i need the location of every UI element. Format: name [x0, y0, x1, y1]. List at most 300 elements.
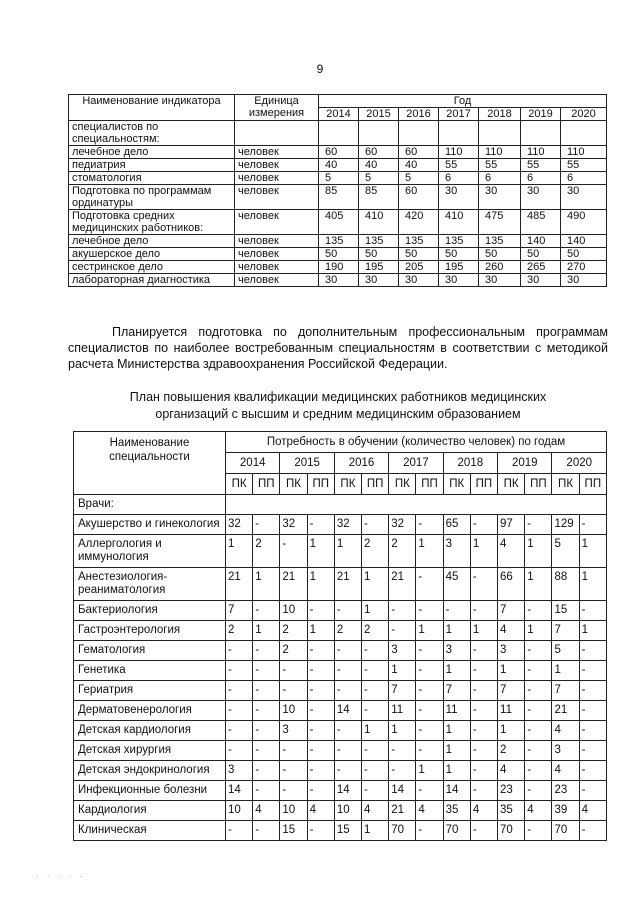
count-cell: 129	[552, 515, 579, 535]
count-cell: 2	[280, 641, 307, 661]
count-cell: 4	[525, 801, 552, 821]
unit-cell: человек	[235, 261, 319, 274]
indicator-header: Наименование индикатора	[69, 95, 235, 121]
pk-header: ПК	[334, 474, 361, 495]
value-cell: 265	[521, 261, 561, 274]
count-cell: -	[525, 601, 552, 621]
count-cell: 3	[552, 741, 579, 761]
count-cell: -	[280, 661, 307, 681]
count-cell: 5	[552, 641, 579, 661]
count-cell: 11	[389, 701, 416, 721]
count-cell: -	[253, 601, 280, 621]
count-cell: 1	[307, 621, 334, 641]
table-row	[74, 821, 607, 841]
count-cell: 3	[443, 641, 470, 661]
count-cell: 1	[579, 621, 606, 641]
year-header-cell: 2014	[226, 453, 280, 474]
count-cell: -	[307, 761, 334, 781]
count-cell: -	[579, 761, 606, 781]
count-cell: 70	[443, 821, 470, 841]
count-cell: -	[334, 761, 361, 781]
count-cell: -	[307, 741, 334, 761]
count-cell: 3	[389, 641, 416, 661]
count-cell: 15	[280, 821, 307, 841]
year-header-cell: 2019	[498, 453, 552, 474]
count-cell: 1	[226, 535, 253, 568]
count-cell: 88	[552, 568, 579, 601]
specialty-name: Клиническая	[74, 821, 226, 841]
value-cell: 30	[479, 274, 521, 287]
count-cell: 4	[416, 801, 443, 821]
scan-artifact: · · · · ·	[36, 872, 86, 881]
count-cell: -	[280, 781, 307, 801]
count-cell: -	[389, 601, 416, 621]
indicator-name: лабораторная диагностика	[69, 274, 235, 287]
count-cell: 3	[443, 535, 470, 568]
count-cell: 10	[280, 801, 307, 821]
count-cell: 1	[362, 568, 389, 601]
unit-cell: человек	[235, 146, 319, 159]
unit-cell	[235, 121, 319, 146]
count-cell: -	[579, 601, 606, 621]
training-plan-table	[73, 431, 607, 841]
count-cell: -	[362, 701, 389, 721]
count-cell: -	[226, 821, 253, 841]
table-row	[74, 661, 607, 681]
count-cell: 1	[389, 721, 416, 741]
count-cell: -	[334, 661, 361, 681]
count-cell: 15	[552, 601, 579, 621]
value-cell: 6	[521, 172, 561, 185]
value-cell: 5	[399, 172, 439, 185]
count-cell: 35	[443, 801, 470, 821]
count-cell: 1	[253, 568, 280, 601]
count-cell: 1	[362, 821, 389, 841]
value-cell: 490	[561, 210, 607, 235]
indicator-name: сестринское дело	[69, 261, 235, 274]
table-row	[74, 781, 607, 801]
count-cell: -	[470, 601, 497, 621]
count-cell: 23	[552, 781, 579, 801]
value-cell: 30	[439, 185, 479, 210]
count-cell: -	[416, 721, 443, 741]
count-cell: 1	[470, 535, 497, 568]
count-cell: 2	[498, 741, 525, 761]
count-cell: 1	[552, 661, 579, 681]
count-cell: 32	[226, 515, 253, 535]
count-cell: -	[334, 721, 361, 741]
specialty-name: Генетика	[74, 661, 226, 681]
value-cell: 5	[359, 172, 399, 185]
count-cell: 7	[552, 681, 579, 701]
unit-cell: человек	[235, 235, 319, 248]
count-cell: 14	[389, 781, 416, 801]
count-cell: -	[416, 661, 443, 681]
value-cell: 30	[399, 274, 439, 287]
count-cell: 65	[443, 515, 470, 535]
value-cell: 50	[399, 248, 439, 261]
count-cell: 1	[498, 661, 525, 681]
plan-title-line1: План повышения квалификации медицинских работников медицинских	[129, 390, 547, 404]
value-cell: 135	[319, 235, 359, 248]
count-cell: 1	[498, 721, 525, 741]
count-cell: 35	[498, 801, 525, 821]
count-cell: -	[362, 641, 389, 661]
count-cell: 1	[389, 661, 416, 681]
pk-header: ПК	[389, 474, 416, 495]
count-cell: 66	[498, 568, 525, 601]
count-cell: 45	[443, 568, 470, 601]
count-cell: 70	[552, 821, 579, 841]
count-cell: -	[253, 781, 280, 801]
year-header-cell: 2015	[359, 108, 399, 121]
year-header-cell: 2020	[561, 108, 607, 121]
value-cell: 60	[399, 185, 439, 210]
specialty-name: Аллергология и иммунология	[74, 535, 226, 568]
value-cell: 6	[561, 172, 607, 185]
pk-header: ПК	[498, 474, 525, 495]
specialty-name: Гематология	[74, 641, 226, 661]
count-cell: 11	[443, 701, 470, 721]
table-row	[69, 261, 607, 274]
count-cell: 14	[334, 701, 361, 721]
value-cell: 475	[479, 210, 521, 235]
value-cell: 140	[561, 235, 607, 248]
count-cell: 1	[307, 535, 334, 568]
value-cell	[479, 121, 521, 146]
count-cell: -	[470, 661, 497, 681]
table-row	[69, 274, 607, 287]
count-cell: -	[579, 681, 606, 701]
count-cell: -	[416, 601, 443, 621]
count-cell: 10	[280, 601, 307, 621]
count-cell: 2	[253, 535, 280, 568]
count-cell: -	[416, 681, 443, 701]
count-cell: 1	[334, 535, 361, 568]
specialty-name: Детская хирургия	[74, 741, 226, 761]
table-row	[74, 535, 607, 568]
count-cell: 4	[552, 761, 579, 781]
count-cell: -	[280, 761, 307, 781]
count-cell: -	[253, 641, 280, 661]
value-cell: 420	[399, 210, 439, 235]
count-cell: -	[389, 761, 416, 781]
count-cell: -	[579, 721, 606, 741]
indicator-name: лечебное дело	[69, 235, 235, 248]
count-cell: 2	[362, 621, 389, 641]
count-cell: -	[253, 761, 280, 781]
specialty-name: Акушерство и гинекология	[74, 515, 226, 535]
unit-cell: человек	[235, 185, 319, 210]
value-cell: 110	[439, 146, 479, 159]
count-cell: -	[579, 661, 606, 681]
count-cell: -	[226, 701, 253, 721]
value-cell: 85	[319, 185, 359, 210]
value-cell: 50	[359, 248, 399, 261]
count-cell: 2	[280, 621, 307, 641]
count-cell: -	[416, 701, 443, 721]
table-row	[69, 146, 607, 159]
count-cell: -	[307, 641, 334, 661]
count-cell: -	[579, 741, 606, 761]
count-cell: 7	[443, 681, 470, 701]
value-cell: 135	[439, 235, 479, 248]
count-cell: 97	[498, 515, 525, 535]
value-cell: 110	[479, 146, 521, 159]
count-cell: -	[362, 681, 389, 701]
count-cell: 15	[334, 821, 361, 841]
indicator-name: акушерское дело	[69, 248, 235, 261]
count-cell: 7	[498, 601, 525, 621]
pk-header: ПК	[443, 474, 470, 495]
count-cell: -	[226, 661, 253, 681]
pp-header: ПП	[253, 474, 280, 495]
indicator-name: стоматология	[69, 172, 235, 185]
count-cell: -	[334, 601, 361, 621]
count-cell: 70	[389, 821, 416, 841]
value-cell: 60	[359, 146, 399, 159]
year-header-cell: 2014	[319, 108, 359, 121]
specialty-name: Детская кардиология	[74, 721, 226, 741]
count-cell: 11	[498, 701, 525, 721]
count-cell: -	[362, 741, 389, 761]
count-cell: -	[470, 821, 497, 841]
count-cell: 1	[579, 568, 606, 601]
count-cell: 32	[334, 515, 361, 535]
pp-header: ПП	[416, 474, 443, 495]
count-cell: 3	[498, 641, 525, 661]
count-cell: 2	[334, 621, 361, 641]
specialty-name: Бактериология	[74, 601, 226, 621]
count-cell: 21	[389, 801, 416, 821]
count-cell: -	[307, 701, 334, 721]
count-cell: 10	[334, 801, 361, 821]
count-cell: 1	[525, 568, 552, 601]
value-cell: 30	[561, 185, 607, 210]
value-cell: 30	[561, 274, 607, 287]
pk-header: ПК	[280, 474, 307, 495]
count-cell: -	[280, 535, 307, 568]
specialty-name: Анестезиология-реаниматология	[74, 568, 226, 601]
count-cell: -	[280, 681, 307, 701]
count-cell: 10	[226, 801, 253, 821]
value-cell: 30	[521, 274, 561, 287]
count-cell: -	[525, 701, 552, 721]
need-header: Потребность в обучении (количество человек) по годам	[226, 432, 607, 453]
table-row	[74, 568, 607, 601]
unit-cell: человек	[235, 248, 319, 261]
value-cell: 30	[319, 274, 359, 287]
count-cell: -	[307, 601, 334, 621]
count-cell: -	[253, 515, 280, 535]
table-row	[69, 210, 607, 235]
table-row	[69, 235, 607, 248]
count-cell: -	[470, 681, 497, 701]
count-cell: -	[253, 741, 280, 761]
value-cell: 135	[359, 235, 399, 248]
table-row	[69, 159, 607, 172]
table-row	[69, 121, 607, 146]
indicator-name: Подготовка по программам ординатуры	[69, 185, 235, 210]
value-cell: 50	[319, 248, 359, 261]
count-cell: 4	[498, 535, 525, 568]
specialty-name: Инфекционные болезни	[74, 781, 226, 801]
value-cell	[521, 121, 561, 146]
count-cell: 7	[389, 681, 416, 701]
planning-paragraph: Планируется подготовка по дополнительным профессиональным программам специалистов по наиболее востребованным специальностям в соответствии с методикой расчета Министерства здравоохранения Российской Федерации.	[68, 325, 608, 371]
indicator-name: специалистов по специальностям:	[69, 121, 235, 146]
count-cell: -	[470, 515, 497, 535]
pp-header: ПП	[470, 474, 497, 495]
count-cell: 21	[280, 568, 307, 601]
count-cell: -	[334, 641, 361, 661]
value-cell: 50	[561, 248, 607, 261]
value-cell: 190	[319, 261, 359, 274]
count-cell: 39	[552, 801, 579, 821]
value-cell: 60	[319, 146, 359, 159]
table-row	[74, 801, 607, 821]
unit-header: Единица измерения	[235, 95, 319, 121]
count-cell: -	[470, 701, 497, 721]
count-cell: 21	[552, 701, 579, 721]
value-cell: 260	[479, 261, 521, 274]
count-cell: -	[416, 741, 443, 761]
value-cell: 50	[439, 248, 479, 261]
value-cell: 110	[561, 146, 607, 159]
value-cell: 40	[399, 159, 439, 172]
value-cell: 110	[521, 146, 561, 159]
count-cell: 3	[226, 761, 253, 781]
pk-header: ПК	[552, 474, 579, 495]
value-cell: 55	[479, 159, 521, 172]
unit-cell: человек	[235, 172, 319, 185]
count-cell: -	[307, 681, 334, 701]
table-row	[69, 172, 607, 185]
value-cell: 405	[319, 210, 359, 235]
count-cell: -	[470, 781, 497, 801]
table-row	[74, 721, 607, 741]
table-row	[74, 701, 607, 721]
count-cell: 1	[443, 721, 470, 741]
count-cell: -	[334, 681, 361, 701]
count-cell: -	[470, 721, 497, 741]
year-header-cell: 2015	[280, 453, 334, 474]
count-cell: -	[470, 568, 497, 601]
count-cell: 21	[389, 568, 416, 601]
count-cell: 1	[443, 661, 470, 681]
value-cell: 30	[439, 274, 479, 287]
plan-title-line2: организаций с высшим и средним медицинским образованием	[155, 407, 521, 421]
section-doctors: Врачи:	[74, 495, 226, 515]
count-cell: -	[253, 821, 280, 841]
count-cell: -	[525, 761, 552, 781]
year-header-cell: 2018	[479, 108, 521, 121]
value-cell: 485	[521, 210, 561, 235]
pk-header: ПК	[226, 474, 253, 495]
count-cell: 3	[280, 721, 307, 741]
specialty-name: Детская эндокринология	[74, 761, 226, 781]
indicator-name: Подготовка средних медицинских работников:	[69, 210, 235, 235]
count-cell: 70	[498, 821, 525, 841]
count-cell: -	[470, 741, 497, 761]
table-row	[74, 601, 607, 621]
indicator-name: лечебное дело	[69, 146, 235, 159]
specialty-name: Кардиология	[74, 801, 226, 821]
count-cell: 1	[416, 621, 443, 641]
count-cell: 1	[443, 621, 470, 641]
count-cell: -	[470, 641, 497, 661]
year-header-cell: 2017	[389, 453, 443, 474]
count-cell: 1	[362, 601, 389, 621]
count-cell: -	[362, 781, 389, 801]
count-cell: -	[307, 515, 334, 535]
count-cell: 1	[307, 568, 334, 601]
table-row	[74, 761, 607, 781]
count-cell: 1	[443, 741, 470, 761]
pp-header: ПП	[525, 474, 552, 495]
count-cell: -	[307, 721, 334, 741]
value-cell: 55	[561, 159, 607, 172]
count-cell: 1	[470, 621, 497, 641]
specialty-name: Дерматовенерология	[74, 701, 226, 721]
count-cell: 5	[552, 535, 579, 568]
value-cell: 55	[439, 159, 479, 172]
unit-cell: человек	[235, 159, 319, 172]
table-row	[69, 185, 607, 210]
table-row	[74, 741, 607, 761]
count-cell: -	[416, 821, 443, 841]
table-row	[74, 515, 607, 535]
count-cell: -	[253, 681, 280, 701]
year-header-cell: 2017	[439, 108, 479, 121]
count-cell: -	[362, 761, 389, 781]
count-cell: -	[416, 641, 443, 661]
value-cell	[399, 121, 439, 146]
unit-cell: человек	[235, 210, 319, 235]
count-cell: 32	[280, 515, 307, 535]
count-cell: 4	[498, 621, 525, 641]
count-cell: -	[307, 661, 334, 681]
count-cell: 1	[579, 535, 606, 568]
count-cell: -	[226, 681, 253, 701]
specialty-name: Гериатрия	[74, 681, 226, 701]
table-row	[69, 248, 607, 261]
count-cell: -	[525, 721, 552, 741]
count-cell: 4	[253, 801, 280, 821]
value-cell: 30	[479, 185, 521, 210]
count-cell: -	[253, 721, 280, 741]
value-cell: 30	[359, 274, 399, 287]
value-cell: 135	[479, 235, 521, 248]
count-cell: -	[253, 661, 280, 681]
value-cell: 40	[319, 159, 359, 172]
count-cell: 14	[334, 781, 361, 801]
value-cell	[359, 121, 399, 146]
count-cell: -	[226, 721, 253, 741]
count-cell: -	[579, 821, 606, 841]
count-cell: 1	[416, 761, 443, 781]
value-cell: 140	[521, 235, 561, 248]
count-cell: -	[416, 568, 443, 601]
count-cell: -	[307, 821, 334, 841]
year-header-cell: 2019	[521, 108, 561, 121]
count-cell: 2	[362, 535, 389, 568]
table-row	[74, 621, 607, 641]
pp-header: ПП	[579, 474, 606, 495]
count-cell: -	[525, 821, 552, 841]
value-cell: 410	[359, 210, 399, 235]
value-cell: 55	[521, 159, 561, 172]
